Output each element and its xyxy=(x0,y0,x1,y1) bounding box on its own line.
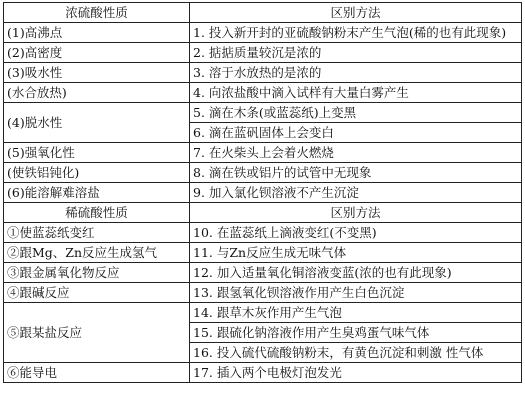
sulfuric-acid-comparison-table xyxy=(3,2,522,383)
property-cell: (5)强氧化性 xyxy=(4,143,190,163)
table-row xyxy=(4,63,522,83)
property-cell: (使铁铝钝化) xyxy=(4,163,190,183)
method-cell: 16. 投入硫代硫酸钠粉末，有黄色沉淀和刺激 性气体 xyxy=(190,343,522,363)
property-cell: ⑥能导电 xyxy=(4,363,190,383)
table-row xyxy=(4,363,522,383)
method-cell: 6. 滴在蓝矾固体上会变白 xyxy=(190,123,522,143)
property-cell: ⑤跟某盐反应 xyxy=(4,303,190,363)
method-cell: 14. 跟草木灰作用产生气泡 xyxy=(190,303,522,323)
table-row xyxy=(4,283,522,303)
method-cell: 4. 向浓盐酸中滴入试样有大量白雾产生 xyxy=(190,83,522,103)
concentrated-header-row xyxy=(4,3,522,23)
property-cell: ②跟Mg、Zn反应生成氢气 xyxy=(4,243,190,263)
method-cell: 7. 在火柴头上会着火燃烧 xyxy=(190,143,522,163)
property-cell: (4)脱水性 xyxy=(4,103,190,143)
property-cell: ①使蓝蕊纸变红 xyxy=(4,223,190,243)
table-row xyxy=(4,303,522,323)
table-row xyxy=(4,143,522,163)
dilute-header-row xyxy=(4,203,522,223)
method-cell: 13. 跟氢氧化钡溶液作用产生白色沉淀 xyxy=(190,283,522,303)
method-cell: 11. 与Zn反应生成无味气体 xyxy=(190,243,522,263)
method-cell: 5. 滴在木条(或蓝蕊纸)上变黑 xyxy=(190,103,522,123)
method-cell: 17. 插入两个电极灯泡发光 xyxy=(190,363,522,383)
table-row xyxy=(4,263,522,283)
property-cell: (2)高密度 xyxy=(4,43,190,63)
table-row xyxy=(4,183,522,203)
method-cell: 10. 在蓝蕊纸上滴液变红(不变黑) xyxy=(190,223,522,243)
method-cell: 3. 溶于水放热的是浓的 xyxy=(190,63,522,83)
dilute-method-header: 区别方法 xyxy=(190,203,522,223)
dilute-property-header: 稀硫酸性质 xyxy=(4,203,190,223)
method-cell: 8. 滴在铁或铝片的试管中无现象 xyxy=(190,163,522,183)
table-row xyxy=(4,163,522,183)
table-row xyxy=(4,43,522,63)
property-cell: (3)吸水性 xyxy=(4,63,190,83)
concentrated-method-header: 区别方法 xyxy=(190,3,522,23)
table-row xyxy=(4,103,522,123)
table-row xyxy=(4,83,522,103)
method-cell: 1. 投入新开封的亚硫酸钠粉末产生气泡(稀的也有此现象) xyxy=(190,23,522,43)
property-cell: (水合放热) xyxy=(4,83,190,103)
method-cell: 9. 加入氯化钡溶液不产生沉淀 xyxy=(190,183,522,203)
method-cell: 2. 掂掂质量较沉是浓的 xyxy=(190,43,522,63)
property-cell: ③跟金属氧化物反应 xyxy=(4,263,190,283)
concentrated-property-header: 浓硫酸性质 xyxy=(4,3,190,23)
table-row xyxy=(4,23,522,43)
property-cell: ④跟碱反应 xyxy=(4,283,190,303)
property-cell: (1)高沸点 xyxy=(4,23,190,43)
method-cell: 15. 跟硫化钠溶液作用产生臭鸡蛋气味气体 xyxy=(190,323,522,343)
property-cell: (6)能溶解难溶盐 xyxy=(4,183,190,203)
table-row xyxy=(4,223,522,243)
table-row xyxy=(4,243,522,263)
method-cell: 12. 加入适量氧化铜溶液变蓝(浓的也有此现象) xyxy=(190,263,522,283)
